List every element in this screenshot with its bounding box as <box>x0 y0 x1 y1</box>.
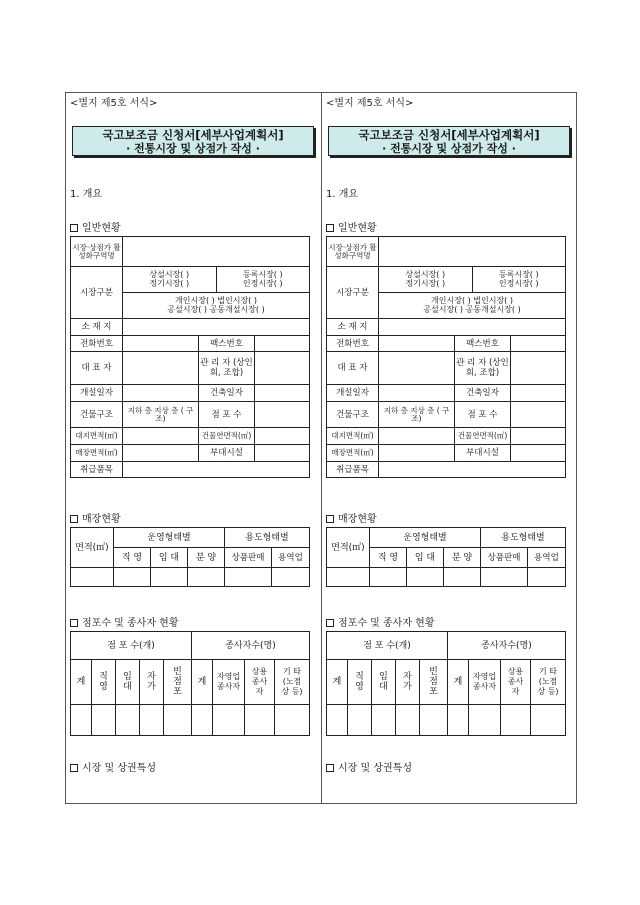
fax-label: 팩스번호 <box>455 336 511 351</box>
facilities-label: 부대시설 <box>455 445 511 461</box>
market-type-row <box>379 267 565 292</box>
floor-area-field[interactable] <box>511 428 565 444</box>
facilities-field[interactable] <box>511 445 565 461</box>
other-value[interactable] <box>531 705 565 735</box>
table-row <box>71 237 309 267</box>
table-row <box>327 402 565 428</box>
checkbox-icon <box>326 619 334 627</box>
lease-value[interactable] <box>151 568 188 586</box>
store-direct-value[interactable] <box>348 705 372 735</box>
store-lease-header: 임 대 <box>372 660 396 705</box>
store-count-field[interactable] <box>511 402 565 427</box>
store-total-header: 계 <box>71 660 92 705</box>
store-lease-header: 임 대 <box>116 660 140 705</box>
opt-public-joint[interactable]: 공설시장( ) 공동개설시장( ) <box>167 304 265 314</box>
build-date-label: 건축일자 <box>199 385 255 401</box>
table-row <box>71 319 309 336</box>
structure-label: 건물구조 <box>71 402 123 427</box>
table-row <box>71 267 309 319</box>
service-header: 용역업 <box>528 548 565 568</box>
self-employed-header: 자영업 종사자 <box>469 660 501 705</box>
table-row <box>71 462 309 477</box>
manager-field[interactable] <box>255 352 309 384</box>
checkbox-icon <box>326 515 334 523</box>
store-total-value[interactable] <box>71 705 92 735</box>
table-row <box>71 445 309 462</box>
store-count-header: 점 포 수(개) <box>71 632 192 660</box>
store-count-header: 점 포 수(개) <box>327 632 448 660</box>
floor-area-label: 건물연면적(㎡) <box>199 428 255 444</box>
form-number: <별지 제5호 서식> <box>326 98 414 109</box>
opt-periodic[interactable]: 정기시장( ) <box>149 278 190 288</box>
market-name-label: 시장·상점가 활성화구역명 <box>71 237 123 266</box>
form-sheet <box>65 92 577 804</box>
items-label: 취급품목 <box>327 462 379 477</box>
store-own-header: 자 가 <box>140 660 164 705</box>
section-employees <box>70 614 178 629</box>
structure-label: 건물구조 <box>327 402 379 427</box>
worker-total-value[interactable] <box>192 705 213 735</box>
checkbox-icon <box>326 764 334 772</box>
store-direct-header: 직 영 <box>92 660 116 705</box>
sale-value[interactable] <box>444 568 481 586</box>
store-direct-header: 직 영 <box>348 660 372 705</box>
open-date-field[interactable] <box>379 385 455 401</box>
employed-value[interactable] <box>501 705 531 735</box>
section-employees-label: 점포수 및 종사자 현황 <box>338 618 435 629</box>
form-number: <별지 제5호 서식> <box>70 98 158 109</box>
area-value[interactable] <box>327 568 370 586</box>
open-date-field[interactable] <box>123 385 199 401</box>
sale-header: 분 양 <box>444 548 481 568</box>
store-lease-value[interactable] <box>116 705 140 735</box>
structure-field[interactable]: 지하 층 지상 층 ( 구조) <box>379 402 455 427</box>
section-general <box>326 219 377 234</box>
opt-registered[interactable]: 등록시장( ) <box>242 270 283 279</box>
market-type-row <box>379 292 565 318</box>
checkbox-icon <box>70 515 78 523</box>
direct-value[interactable] <box>114 568 151 586</box>
opt-public-joint[interactable]: 공설시장( ) 공동개설시장( ) <box>423 304 521 314</box>
market-name-field[interactable] <box>123 237 309 266</box>
market-type-opt-group-3 <box>123 293 309 318</box>
checkbox-icon <box>70 764 78 772</box>
employee-status-table <box>326 631 566 736</box>
goods-value[interactable] <box>481 568 528 586</box>
section-general <box>70 219 121 234</box>
service-header: 용역업 <box>272 548 309 568</box>
direct-header: 직 영 <box>370 548 407 568</box>
general-status-table <box>326 236 566 478</box>
employed-header: 상용 종사자 <box>501 660 531 705</box>
section-market <box>326 759 412 774</box>
items-label: 취급품목 <box>71 462 123 477</box>
form-title: 국고보조금 신청서[세부사업계획서] <box>358 128 540 142</box>
usage-header: 용도형태별 <box>225 528 309 548</box>
direct-value[interactable] <box>370 568 407 586</box>
store-area-field[interactable] <box>379 445 455 461</box>
fax-field[interactable] <box>255 336 309 351</box>
market-name-field[interactable] <box>379 237 565 266</box>
opt-private-corporate[interactable]: 개인시장( ) 법인시장( ) <box>431 296 513 305</box>
floor-area-field[interactable] <box>255 428 309 444</box>
table-row <box>327 237 565 267</box>
land-area-field[interactable] <box>123 428 199 444</box>
employee-status-table <box>70 631 310 736</box>
employed-value[interactable] <box>245 705 275 735</box>
table-row <box>327 267 565 319</box>
table-row <box>327 428 565 445</box>
open-date-label: 개설일자 <box>71 385 123 401</box>
table-row <box>71 352 309 385</box>
table-row <box>71 385 309 402</box>
section-market-label: 시장 및 상권특성 <box>82 763 156 774</box>
market-type-opt-group-1 <box>123 267 216 292</box>
representative-label: 대 표 자 <box>71 352 123 384</box>
fax-label: 팩스번호 <box>199 336 255 351</box>
market-type-opt-group-2 <box>472 267 566 292</box>
worker-total-header: 계 <box>448 660 469 705</box>
store-vacant-header: 빈점 포 <box>164 660 192 705</box>
sale-header: 분 양 <box>188 548 225 568</box>
form-panel-right <box>321 93 577 803</box>
form-panel-left <box>66 93 322 803</box>
market-type-options <box>123 267 309 318</box>
market-type-opt-group-1 <box>379 267 472 292</box>
form-title-box <box>328 126 570 156</box>
phone-label: 전화번호 <box>327 336 379 351</box>
opt-registered[interactable]: 등록시장( ) <box>498 270 539 279</box>
phone-field[interactable] <box>123 336 199 351</box>
store-area-label: 매장면적(㎡) <box>327 445 379 461</box>
phone-field[interactable] <box>379 336 455 351</box>
store-total-value[interactable] <box>327 705 348 735</box>
other-header: 기 타 (노점 상 등) <box>531 660 565 705</box>
items-field[interactable] <box>379 462 565 477</box>
phone-label: 전화번호 <box>71 336 123 351</box>
general-status-table <box>70 236 310 478</box>
checkbox-icon <box>70 224 78 232</box>
section-market-label: 시장 및 상권특성 <box>338 763 412 774</box>
employed-header: 상용 종사자 <box>245 660 275 705</box>
opt-private-corporate[interactable]: 개인시장( ) 법인시장( ) <box>175 296 257 305</box>
table-row <box>327 336 565 352</box>
manager-field[interactable] <box>511 352 565 384</box>
store-vacant-value[interactable] <box>420 705 448 735</box>
table-row <box>327 319 565 336</box>
section-store <box>70 510 121 525</box>
goods-value[interactable] <box>225 568 272 586</box>
table-row <box>71 402 309 428</box>
table-row <box>327 445 565 462</box>
section-general-label: 일반현황 <box>82 223 121 234</box>
market-type-row <box>123 267 309 292</box>
worker-total-header: 계 <box>192 660 213 705</box>
opt-permanent[interactable]: 상설시장( ) <box>405 270 446 279</box>
floor-area-label: 건물연면적(㎡) <box>455 428 511 444</box>
checkbox-icon <box>70 619 78 627</box>
other-header: 기 타 (노점 상 등) <box>275 660 309 705</box>
market-type-opt-group-3 <box>379 293 565 318</box>
section-employees <box>326 614 434 629</box>
other-value[interactable] <box>275 705 309 735</box>
operation-header: 운영형태별 <box>370 528 481 548</box>
table-row <box>71 428 309 445</box>
open-date-label: 개설일자 <box>327 385 379 401</box>
section-employees-label: 점포수 및 종사자 현황 <box>82 618 179 629</box>
usage-header: 용도형태별 <box>481 528 565 548</box>
checkbox-icon <box>326 224 334 232</box>
store-count-label: 점 포 수 <box>455 402 511 427</box>
self-employed-value[interactable] <box>469 705 501 735</box>
land-area-label: 대지면적(㎡) <box>327 428 379 444</box>
opt-recognized[interactable]: 인정시장( ) <box>498 278 539 288</box>
opt-permanent[interactable]: 상설시장( ) <box>149 270 190 279</box>
store-count-field[interactable] <box>255 402 309 427</box>
market-type-label: 시장구분 <box>327 267 379 318</box>
store-vacant-header: 빈점 포 <box>420 660 448 705</box>
store-status-table <box>326 527 566 587</box>
section-overview: 1. 개요 <box>326 189 359 200</box>
table-row <box>327 385 565 402</box>
form-title: 국고보조금 신청서[세부사업계획서] <box>102 128 284 142</box>
sale-value[interactable] <box>188 568 225 586</box>
address-label: 소 재 지 <box>327 319 379 335</box>
store-own-value[interactable] <box>396 705 420 735</box>
items-field[interactable] <box>123 462 309 477</box>
market-type-options <box>379 267 565 318</box>
section-store-label: 매장현황 <box>338 514 377 525</box>
store-total-header: 계 <box>327 660 348 705</box>
opt-recognized[interactable]: 인정시장( ) <box>242 278 283 288</box>
market-type-row <box>123 292 309 318</box>
table-row <box>71 336 309 352</box>
store-area-field[interactable] <box>123 445 199 461</box>
form-title-box <box>72 126 314 156</box>
goods-header: 상품판매 <box>225 548 272 568</box>
structure-field[interactable]: 지하 층 지상 층 ( 구조) <box>123 402 199 427</box>
section-market <box>70 759 156 774</box>
market-type-label: 시장구분 <box>71 267 123 318</box>
fax-field[interactable] <box>511 336 565 351</box>
operation-header: 운영형태별 <box>114 528 225 548</box>
section-store <box>326 510 377 525</box>
area-header: 면적(㎡) <box>71 528 114 568</box>
table-row <box>327 352 565 385</box>
manager-label: 관 리 자 (상인회, 조합) <box>199 352 255 384</box>
manager-label: 관 리 자 (상인회, 조합) <box>455 352 511 384</box>
address-label: 소 재 지 <box>71 319 123 335</box>
build-date-label: 건축일자 <box>455 385 511 401</box>
store-vacant-value[interactable] <box>164 705 192 735</box>
direct-header: 직 영 <box>114 548 151 568</box>
land-area-field[interactable] <box>379 428 455 444</box>
representative-label: 대 표 자 <box>327 352 379 384</box>
worker-total-value[interactable] <box>448 705 469 735</box>
store-own-value[interactable] <box>140 705 164 735</box>
worker-count-header: 종사자수(명) <box>448 632 565 660</box>
store-status-table <box>70 527 310 587</box>
form-subtitle: · 전통시장 및 상점가 작성 · <box>382 142 516 155</box>
facilities-label: 부대시설 <box>199 445 255 461</box>
worker-count-header: 종사자수(명) <box>192 632 309 660</box>
goods-header: 상품판매 <box>481 548 528 568</box>
lease-value[interactable] <box>407 568 444 586</box>
table-row <box>327 462 565 477</box>
section-overview: 1. 개요 <box>70 189 103 200</box>
store-own-header: 자 가 <box>396 660 420 705</box>
land-area-label: 대지면적(㎡) <box>71 428 123 444</box>
store-lease-value[interactable] <box>372 705 396 735</box>
store-count-label: 점 포 수 <box>199 402 255 427</box>
address-field[interactable] <box>379 319 565 335</box>
store-direct-value[interactable] <box>92 705 116 735</box>
area-value[interactable] <box>71 568 114 586</box>
build-date-field[interactable] <box>255 385 309 401</box>
opt-periodic[interactable]: 정기시장( ) <box>405 278 446 288</box>
self-employed-value[interactable] <box>213 705 245 735</box>
market-name-label: 시장·상점가 활성화구역명 <box>327 237 379 266</box>
lease-header: 임 대 <box>407 548 444 568</box>
representative-field[interactable] <box>123 352 199 384</box>
service-value[interactable] <box>528 568 565 586</box>
area-header: 면적(㎡) <box>327 528 370 568</box>
lease-header: 임 대 <box>151 548 188 568</box>
facilities-field[interactable] <box>255 445 309 461</box>
store-area-label: 매장면적(㎡) <box>71 445 123 461</box>
representative-field[interactable] <box>379 352 455 384</box>
market-type-opt-group-2 <box>216 267 310 292</box>
address-field[interactable] <box>123 319 309 335</box>
form-subtitle: · 전통시장 및 상점가 작성 · <box>126 142 260 155</box>
self-employed-header: 자영업 종사자 <box>213 660 245 705</box>
section-general-label: 일반현황 <box>338 223 377 234</box>
section-store-label: 매장현황 <box>82 514 121 525</box>
build-date-field[interactable] <box>511 385 565 401</box>
service-value[interactable] <box>272 568 309 586</box>
